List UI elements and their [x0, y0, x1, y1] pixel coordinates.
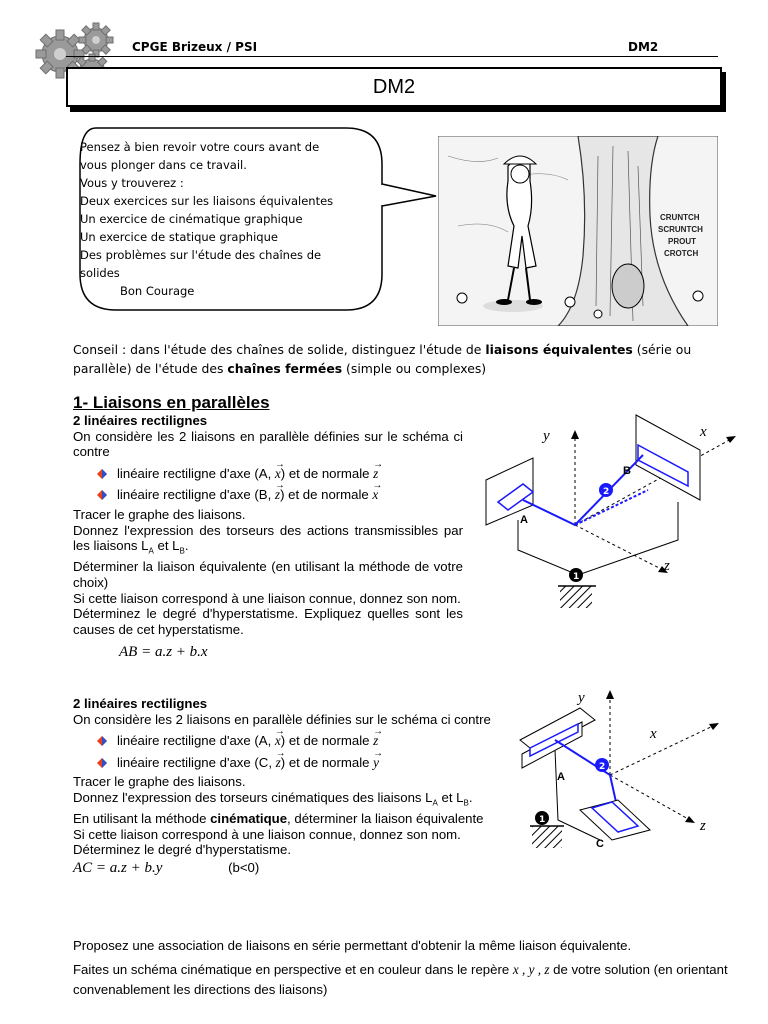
sound-word: PROUT — [668, 237, 696, 246]
instruction — [73, 790, 498, 811]
subscript: A — [148, 546, 154, 556]
instruction: Tracer le graphe des liaisons. — [73, 506, 246, 522]
list-item — [97, 733, 498, 749]
bullet-text: linéaire rectiligne d'axe (A, — [117, 733, 275, 749]
instruction-text: et L — [153, 538, 180, 554]
page-title: DM2 — [372, 76, 416, 98]
instruction-text: Donnez l'expression des torseurs des actions transmissibles par les liaisons L — [73, 522, 463, 554]
instruction: Déterminez le degré d'hyperstatisme. Expliquez quelles sont les causes de cet hyperstatisme. — [73, 606, 463, 637]
cartoon-illustration — [438, 136, 718, 326]
vector-symbol: → z — [373, 733, 378, 749]
arrow-bullet-icon — [97, 469, 107, 479]
axis-label: y — [543, 428, 550, 444]
bubble-line: vous plonger dans ce travail. — [80, 158, 247, 172]
subscript: B — [179, 546, 185, 556]
bubble-line: solides — [80, 266, 120, 280]
bubble-line: Un exercice de cinématique graphique — [80, 212, 303, 226]
list-item — [97, 755, 498, 771]
diagram-1 — [478, 410, 748, 620]
bubble-line: Deux exercices sur les liaisons équivalentes — [80, 194, 334, 208]
bubble-text — [80, 138, 386, 300]
instruction: Si cette liaison correspond à une liaison connue, donnez son nom. — [73, 826, 461, 842]
bullet-text: linéaire rectiligne d'axe (A, — [117, 465, 275, 481]
subscript: A — [432, 798, 438, 808]
bullet-text: linéaire rectiligne d'axe (B, — [117, 487, 275, 503]
subscript: B — [463, 798, 469, 808]
bullet-text: ) et de normale — [280, 487, 373, 503]
bullet-text: ) et de normale — [280, 465, 374, 481]
bullet-text: linéaire rectiligne d'axe (C, — [117, 754, 276, 770]
exercise-intro: On considère les 2 liaisons en parallèle définies sur le schéma ci contre — [73, 711, 491, 727]
diagram-label: 2 — [603, 487, 610, 497]
axis-label: x — [650, 726, 657, 742]
diagram-label: A — [557, 771, 565, 783]
section-title: 1- Liaisons en parallèles — [73, 393, 270, 412]
vector-symbol: → x — [275, 466, 281, 482]
arrow-bullet-icon — [97, 758, 107, 768]
bullet-text: ) et de normale — [280, 733, 374, 749]
diagram-label: C — [596, 838, 604, 850]
diagram-label: B — [623, 465, 631, 477]
instruction-text: En utilisant la méthode — [73, 811, 211, 827]
exercise-2-continued — [73, 938, 733, 1000]
header-school: CPGE Brizeux / PSI — [132, 40, 258, 54]
exercise-subtitle: 2 linéaires rectilignes — [73, 696, 208, 711]
axis-label: z — [664, 558, 670, 574]
conseil-bold: liaisons équivalentes — [485, 342, 633, 357]
vector-symbol: → x — [275, 733, 281, 749]
instruction: Déterminez le degré d'hyperstatisme. — [73, 842, 292, 858]
arrow-bullet-icon — [97, 736, 107, 746]
axis-label: x — [700, 424, 707, 440]
list-item — [97, 487, 463, 503]
instruction-text: et L — [437, 789, 464, 805]
axis-label: z — [700, 818, 706, 834]
conseil-bold: chaînes fermées — [227, 361, 343, 376]
conseil-text: (série ou parallèle) de l'étude des — [73, 342, 692, 376]
header-code: DM2 — [628, 40, 659, 54]
vector-symbol: → y — [373, 755, 379, 771]
vector-symbol: x , y , z — [512, 961, 550, 977]
bullet-text: ) et de normale — [280, 754, 374, 770]
formula: AC = a.z + b.y — [73, 859, 163, 876]
conseil-paragraph — [73, 340, 723, 378]
instruction-text: . — [468, 789, 473, 805]
exercise-1 — [73, 413, 463, 661]
instruction — [73, 960, 733, 1000]
title-box — [66, 67, 722, 107]
instruction: Proposez une association de liaisons en série permettant d'obtenir la même liaison équivalente. — [73, 938, 632, 953]
sound-word: CRUNTCH — [660, 213, 700, 222]
instruction-text: Faites un schéma cinématique en perspective et en couleur dans le repère — [73, 961, 513, 977]
instruction-text: . — [184, 538, 189, 554]
conseil-text: Conseil : dans l'étude des chaînes de solide, distinguez l'étude de — [73, 342, 486, 357]
formula-condition: (b<0) — [228, 859, 260, 875]
axis-label: y — [578, 690, 585, 706]
instruction — [73, 523, 463, 560]
exercise-intro: On considère les 2 liaisons en parallèle définies sur le schéma ci contre — [73, 428, 463, 460]
bubble-line: Pensez à bien revoir votre cours avant de — [80, 140, 320, 154]
instruction-text: , déterminer la liaison équivalente — [287, 811, 484, 827]
diagram-label: A — [520, 514, 528, 526]
arrow-bullet-icon — [97, 490, 107, 500]
header-rule — [66, 56, 718, 57]
vector-symbol: → z — [275, 487, 280, 503]
vector-symbol: → z — [373, 466, 378, 482]
instruction: Si cette liaison correspond à une liaison connue, donnez son nom. — [73, 590, 461, 606]
instruction-bold: cinématique — [210, 811, 288, 827]
instruction-text: de votre solution (en orientant convenablement les directions des liaisons) — [73, 961, 728, 997]
bubble-line: Bon Courage — [120, 284, 195, 298]
vector-symbol: → z — [276, 755, 281, 771]
bubble-line: Un exercice de statique graphique — [80, 230, 278, 244]
conseil-text: (simple ou complexes) — [342, 361, 487, 376]
bubble-line: Des problèmes sur l'étude des chaînes de — [80, 248, 322, 262]
instruction: Tracer le graphe des liaisons. — [73, 774, 246, 790]
instruction: Déterminer la liaison équivalente (en utilisant la méthode de votre choix) — [73, 559, 463, 590]
sound-word: SCRUNTCH — [658, 225, 703, 234]
exercise-2 — [73, 696, 498, 877]
formula: AB = a.z + b.x — [119, 644, 208, 661]
diagram-label: 1 — [539, 815, 546, 825]
vector-symbol: → x — [372, 487, 378, 503]
exercise-subtitle: 2 linéaires rectilignes — [73, 413, 208, 428]
diagram-2 — [500, 680, 740, 870]
sound-word: CROTCH — [664, 249, 699, 258]
bubble-line: Vous y trouverez : — [80, 176, 184, 190]
diagram-label: 2 — [599, 762, 606, 772]
instruction-text: Donnez l'expression des torseurs cinématiques des liaisons L — [73, 789, 433, 805]
instruction — [73, 811, 498, 827]
diagram-label: 1 — [573, 572, 580, 582]
